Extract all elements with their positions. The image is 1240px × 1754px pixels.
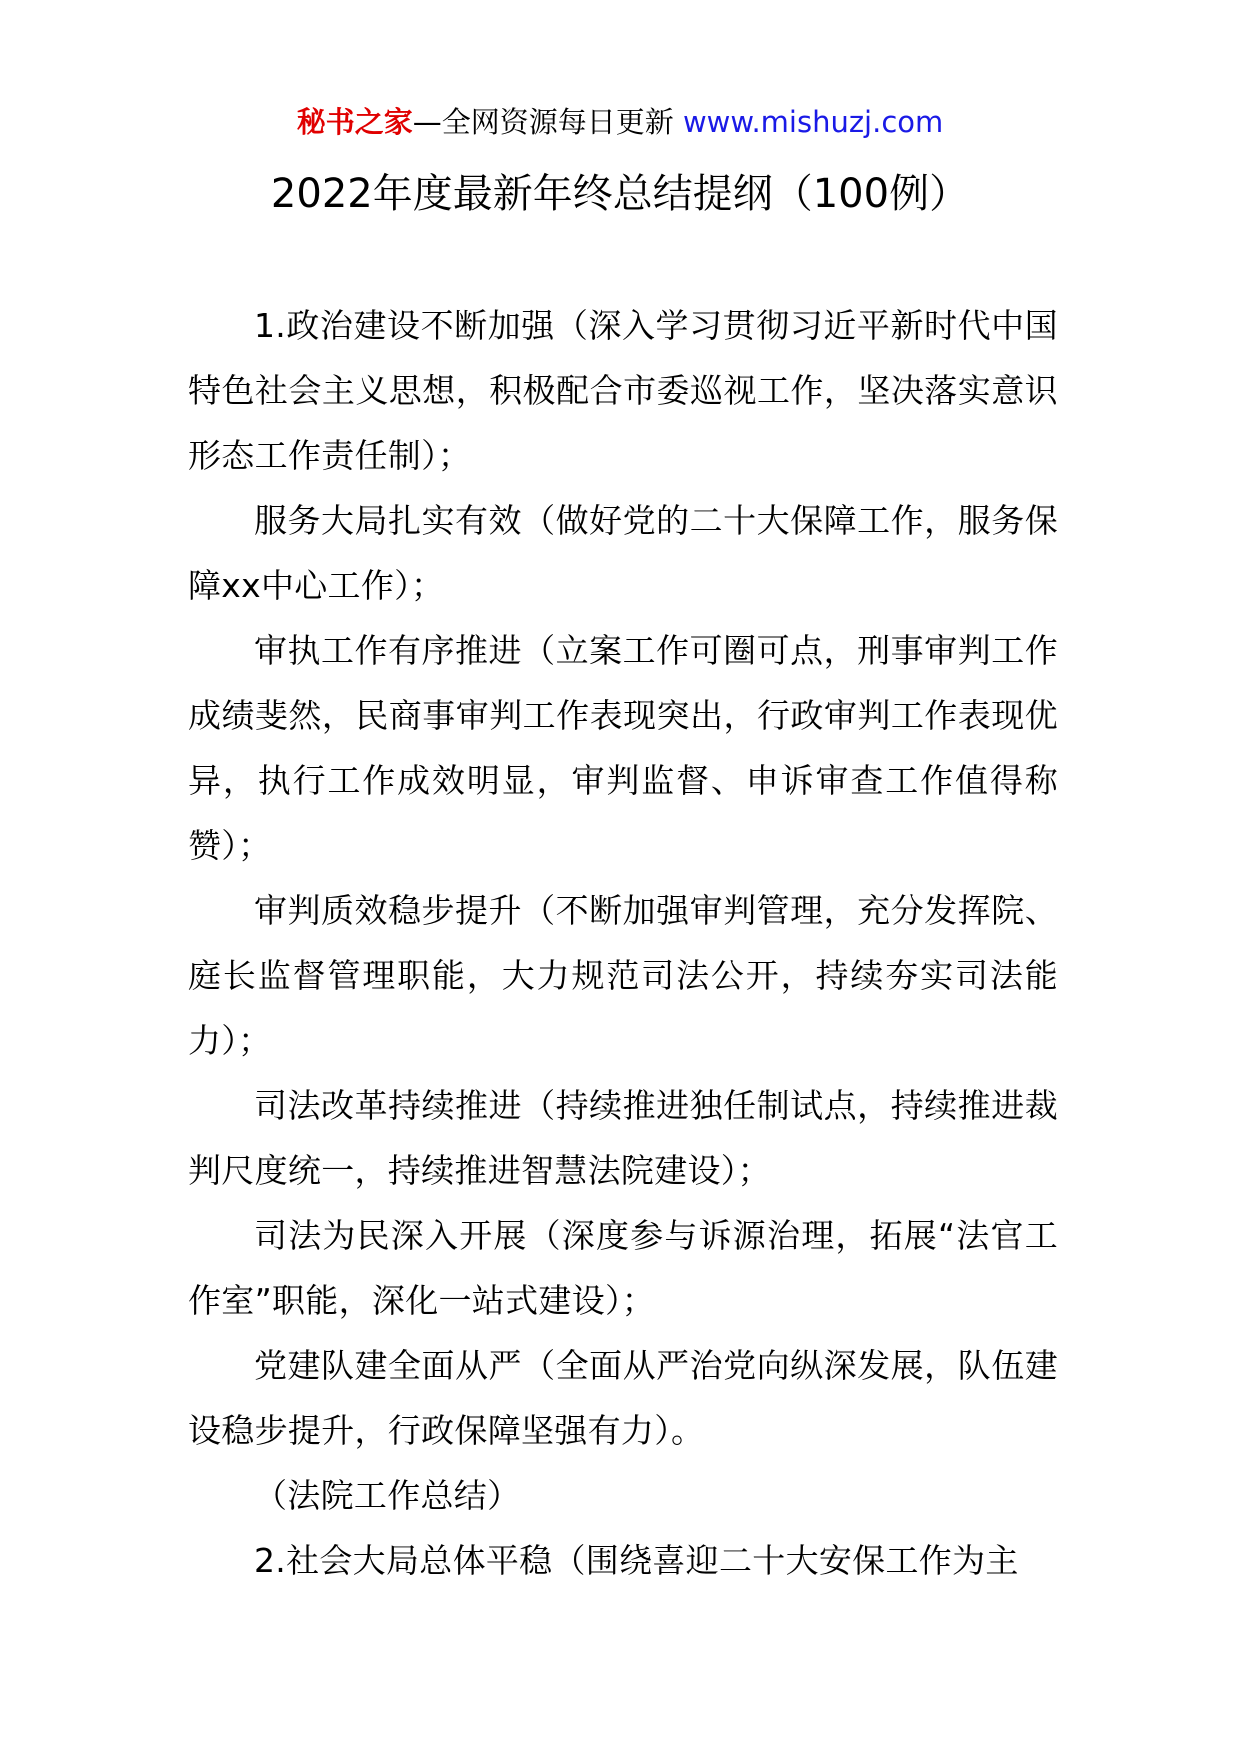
site-header (0, 102, 1240, 142)
paragraph-1: 1.政治建设不断加强（深入学习贯彻习近平新时代中国特色社会主义思想，积极配合市委巡视工作，坚决落实意识形态工作责任制）； (188, 306, 1058, 475)
paragraph-2: 服务大局扎实有效（做好党的二十大保障工作，服务保障xx中心工作）； (188, 501, 1058, 605)
paragraph-7: 党建队建全面从严（全面从严治党向纵深发展，队伍建设稳步提升，行政保障坚强有力）。 (188, 1346, 1058, 1450)
paragraph-8: （法院工作总结） (254, 1476, 521, 1515)
document-title: 2022年度最新年终总结提纲（100例） (270, 171, 970, 217)
paragraph-3: 审执工作有序推进（立案工作可圈可点，刑事审判工作成绩斐然，民商事审判工作表现突出，行政审判工作表现优异，执行工作成效明显，审判监督、申诉审查工作值得称赞）； (188, 631, 1058, 865)
header-tagline: —全网资源每日更新 (412, 105, 683, 139)
paragraph-6: 司法为民深入开展（深度参与诉源治理，拓展“法官工作室”职能，深化一站式建设）； (188, 1216, 1058, 1320)
paragraph-4: 审判质效稳步提升（不断加强审判管理，充分发挥院、庭长监督管理职能，大力规范司法公开，持续夯实司法能力）； (188, 891, 1058, 1060)
site-url-link[interactable]: www.mishuzj.com (682, 105, 944, 139)
paragraph-9: 2.社会大局总体平稳（围绕喜迎二十大安保工作为主 (254, 1541, 1019, 1580)
brand-name: 秘书之家 (296, 105, 413, 139)
paragraph-5: 司法改革持续推进（持续推进独任制试点，持续推进裁判尺度统一，持续推进智慧法院建设）； (188, 1086, 1058, 1190)
document-body (188, 293, 1058, 1593)
